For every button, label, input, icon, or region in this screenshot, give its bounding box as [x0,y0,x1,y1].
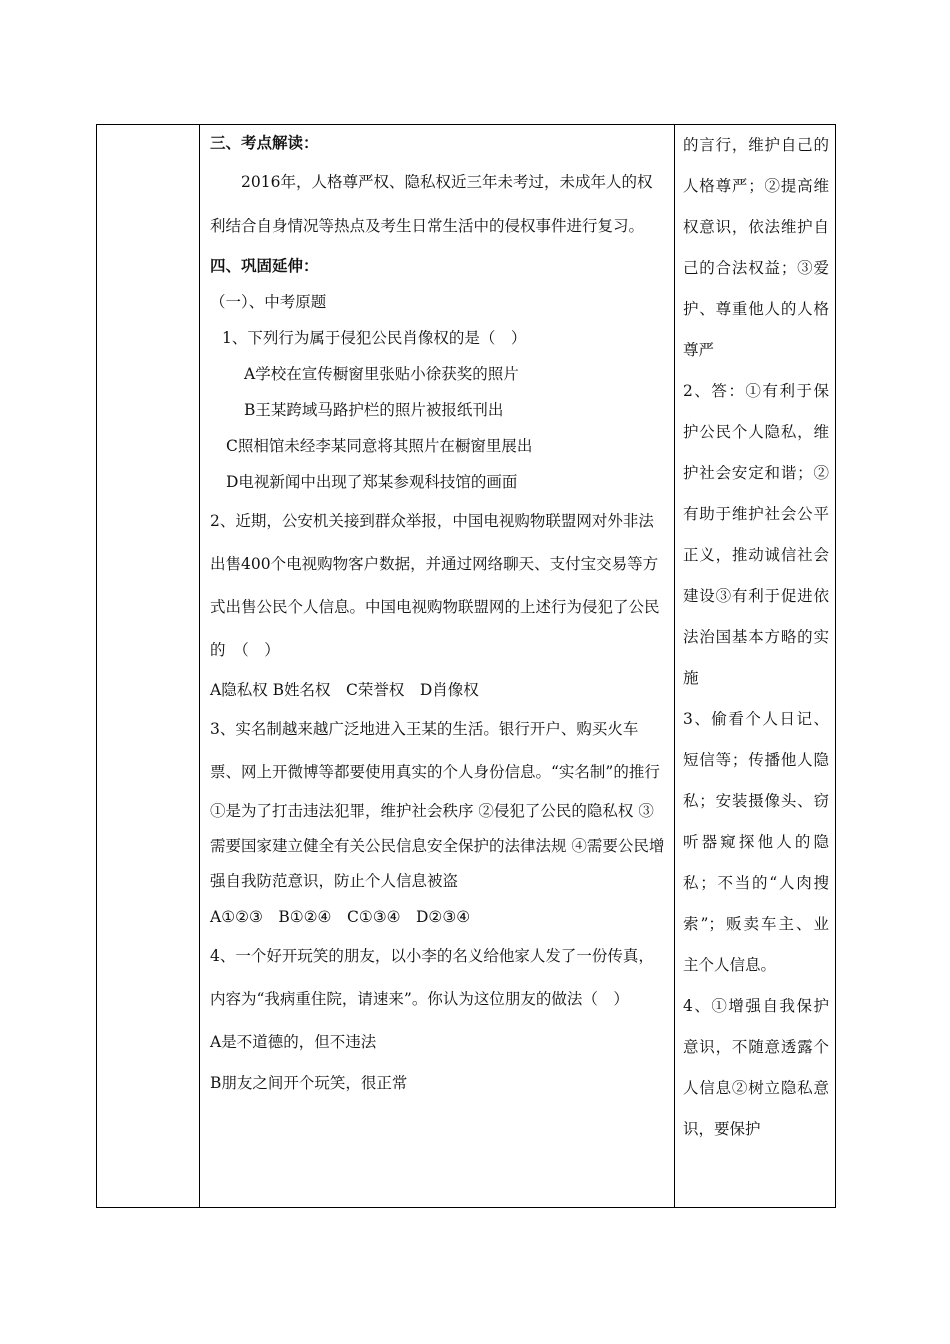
q4-option-b: B朋友之间开个玩笑，很正常 [210,1074,408,1092]
q4-option-a: A是不道德的，但不违法 [210,1033,377,1051]
answer-body [675,125,835,1150]
left-column-cell [97,125,200,1208]
table-row [97,125,836,1208]
answer-2: 2、答：①有利于保护公民个人隐私，维护社会安定和谐；②有助于维护社会公平正义，推动诚信社会建设③有利于促进依法治国基本方略的实施 [683,382,829,687]
sub-heading-1: （一）、中考原题 [210,293,327,311]
section4-heading: 四、巩固延伸： [210,256,319,275]
lesson-table [96,124,836,1208]
q2-stem: 2、近期，公安机关接到群众举报，中国电视购物联盟网对外非法出售400个电视购物客户数据，并通过网络聊天、支付宝交易等方式出售公民个人信息。中国电视购物联盟网的上述行为侵犯了公民的 （ ） [210,512,660,659]
q1-stem: 1、下列行为属于侵犯公民肖像权的是（ ） [222,329,527,347]
q3-stem: 3、实名制越来越广泛地进入王某的生活。银行开户、购买火车票、网上开微博等都要使用真实的个人身份信息。“实名制”的推行 [210,720,660,781]
answer-column-cell [675,125,836,1208]
content-column-cell [200,125,675,1208]
content-body [200,125,674,1103]
q1-option-b: B王某跨域马路护栏的照片被报纸刊出 [244,401,504,419]
q3-options: A①②③ B①②④ C①③④ D②③④ [210,908,471,926]
q3-items: ①是为了打击违法犯罪，维护社会秩序 ②侵犯了公民的隐私权 ③需要国家建立健全有关公民信息安全保护的法律法规 ④需要公民增强自我防范意识，防止个人信息被盗 [210,802,665,890]
q4-stem: 4、一个好开玩笑的朋友，以小李的名义给他家人发了一份传真，内容为“我病重住院，请速来”。你认为这位朋友的做法（ ） [210,947,654,1008]
answer-3: 3、偷看个人日记、短信等；传播他人隐私；安装摄像头、窃听器窥探他人的隐私；不当的“人肉搜索”；贩卖车主、业主个人信息。 [683,710,829,974]
section3-heading: 三、考点解读： [210,133,319,152]
q1-option-d: D电视新闻中出现了郑某参观科技馆的画面 [226,473,518,491]
section3-body: 2016年，人格尊严权、隐私权近三年未考过，未成年人的权利结合自身情况等热点及考生日常生活中的侵权事件进行复习。 [210,173,653,235]
q1-option-c: C照相馆未经李某同意将其照片在橱窗里展出 [226,437,533,455]
q1-option-a: A学校在宣传橱窗里张贴小徐获奖的照片 [244,365,519,383]
q2-options: A隐私权 B姓名权 C荣誉权 D肖像权 [210,681,479,699]
answer-4: 4、①增强自我保护意识，不随意透露个人信息②树立隐私意识，要保护 [683,997,829,1138]
answer-1-continued: 的言行，维护自己的人格尊严；②提高维权意识，依法维护自己的合法权益；③爱护、尊重他人的人格尊严 [683,136,829,359]
